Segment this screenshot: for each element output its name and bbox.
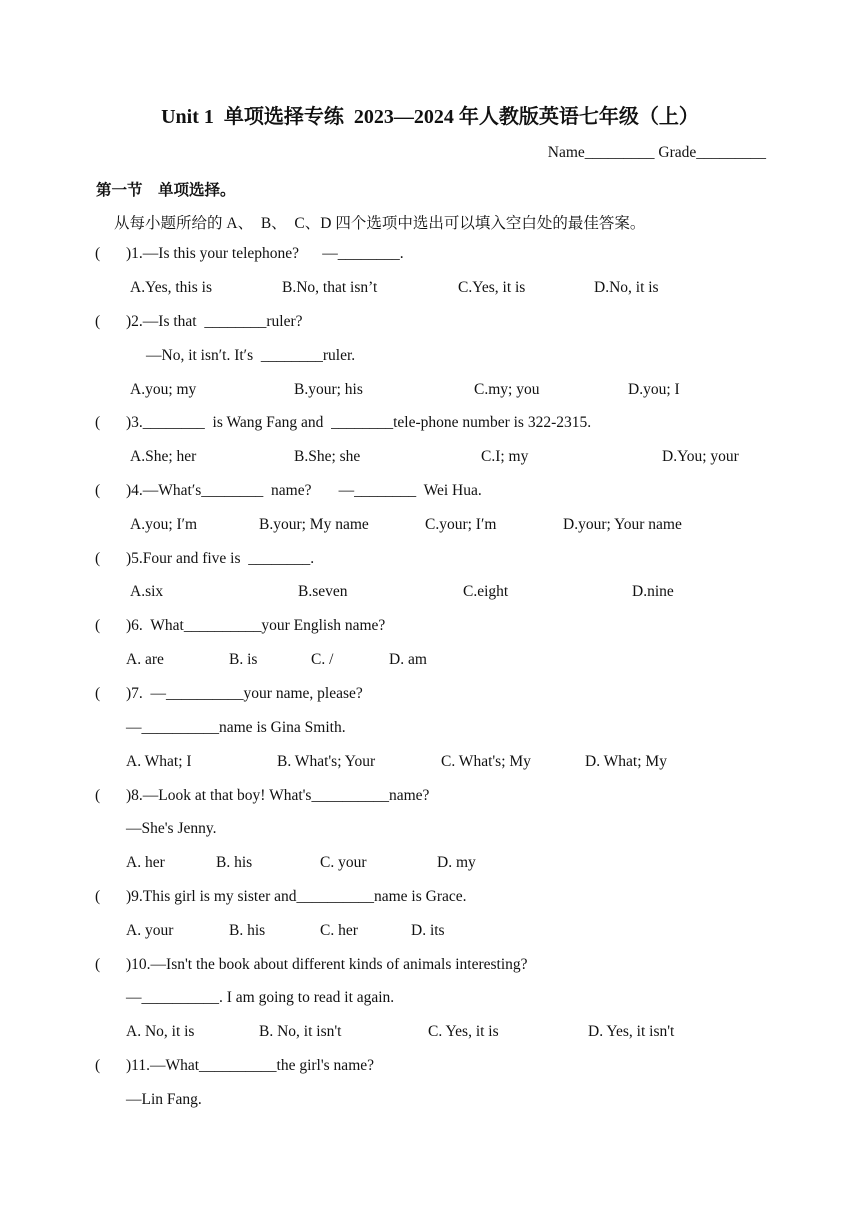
section-heading: 第一节 单项选择。 (96, 182, 236, 199)
option-c[interactable]: C. Yes, it is (428, 1023, 499, 1040)
option-c[interactable]: C. your (320, 854, 367, 871)
option-a[interactable]: A. her (126, 854, 165, 871)
answer-blank[interactable]: ( (95, 414, 101, 431)
option-c[interactable]: C. What's; My (441, 753, 531, 770)
question-stem: )9.This girl is my sister and__________name is Grace. (126, 888, 467, 905)
question-stem: )5.Four and five is ________. (126, 550, 315, 567)
question-stem: )4.—What′s________ name? —________ Wei Hua. (126, 482, 482, 499)
question-stem: )3.________ is Wang Fang and ________tele-phone number is 322-2315. (126, 414, 592, 431)
option-d[interactable]: D.your; Your name (563, 516, 682, 533)
answer-blank[interactable]: ( (95, 787, 101, 804)
option-d[interactable]: D. its (411, 922, 445, 939)
page-title: Unit 1 单项选择专练 2023—2024 年人教版英语七年级（上） (161, 106, 699, 128)
answer-blank[interactable]: ( (95, 313, 101, 330)
option-d[interactable]: D.you; I (628, 381, 680, 398)
option-b[interactable]: B.No, that isn’t (282, 279, 378, 296)
option-b[interactable]: B. is (229, 651, 258, 668)
answer-blank[interactable]: ( (95, 617, 101, 634)
option-b[interactable]: B.She; she (294, 448, 361, 465)
option-a[interactable]: A. No, it is (126, 1023, 195, 1040)
option-a[interactable]: A.She; her (130, 448, 197, 465)
option-c[interactable]: C. / (311, 651, 334, 668)
option-a[interactable]: A.Yes, this is (130, 279, 212, 296)
answer-blank[interactable]: ( (95, 550, 101, 567)
question-subline: —__________. I am going to read it again. (126, 989, 395, 1006)
question-stem: )8.—Look at that boy! What's__________name? (126, 787, 430, 804)
question-stem: )10.—Isn't the book about different kinds of animals interesting? (126, 956, 528, 973)
option-a[interactable]: A.six (130, 583, 164, 600)
answer-blank[interactable]: ( (95, 956, 101, 973)
option-c[interactable]: C.my; you (474, 381, 540, 398)
question-stem: )7. —__________your name, please? (126, 685, 363, 702)
option-b[interactable]: B.your; his (294, 381, 363, 398)
question-subline: —Lin Fang. (126, 1091, 202, 1108)
option-a[interactable]: A. What; I (126, 753, 192, 770)
option-a[interactable]: A. are (126, 651, 164, 668)
question-stem: )2.—Is that ________ruler? (126, 313, 303, 330)
option-d[interactable]: D. am (389, 651, 427, 668)
option-d[interactable]: D. What; My (585, 753, 667, 770)
option-c[interactable]: C.I; my (481, 448, 529, 465)
question-subline: —She's Jenny. (126, 820, 217, 837)
option-c[interactable]: C. her (320, 922, 358, 939)
option-c[interactable]: C.eight (463, 583, 509, 600)
name-grade-line: Name_________ Grade_________ (547, 144, 766, 161)
option-d[interactable]: D.No, it is (594, 279, 659, 296)
option-b[interactable]: B. No, it isn't (259, 1023, 342, 1040)
option-a[interactable]: A.you; my (130, 381, 197, 398)
option-a[interactable]: A.you; I′m (130, 516, 198, 533)
option-b[interactable]: B.your; My name (259, 516, 369, 533)
question-stem: )11.—What__________the girl's name? (126, 1057, 375, 1074)
option-a[interactable]: A. your (126, 922, 174, 939)
option-d[interactable]: D. Yes, it isn't (588, 1023, 675, 1040)
answer-blank[interactable]: ( (95, 482, 101, 499)
answer-blank[interactable]: ( (95, 888, 101, 905)
answer-blank[interactable]: ( (95, 245, 101, 262)
option-c[interactable]: C.Yes, it is (458, 279, 526, 296)
option-b[interactable]: B. his (229, 922, 266, 939)
question-subline: —No, it isn′t. It′s ________ruler. (146, 347, 356, 364)
question-subline: —__________name is Gina Smith. (126, 719, 346, 736)
option-b[interactable]: B. What's; Your (277, 753, 376, 770)
option-c[interactable]: C.your; I′m (425, 516, 497, 533)
option-d[interactable]: D. my (437, 854, 476, 871)
question-stem: )6. What__________your English name? (126, 617, 386, 634)
instruction-text: 从每小题所给的 A、 B、 C、D 四个选项中选出可以填入空白处的最佳答案。 (114, 215, 646, 232)
answer-blank[interactable]: ( (95, 685, 101, 702)
option-d[interactable]: D.nine (632, 583, 674, 600)
option-b[interactable]: B. his (216, 854, 253, 871)
option-b[interactable]: B.seven (298, 583, 348, 600)
answer-blank[interactable]: ( (95, 1057, 101, 1074)
question-stem: )1.—Is this your telephone? —________. (126, 245, 404, 262)
option-d[interactable]: D.You; your (662, 448, 739, 465)
